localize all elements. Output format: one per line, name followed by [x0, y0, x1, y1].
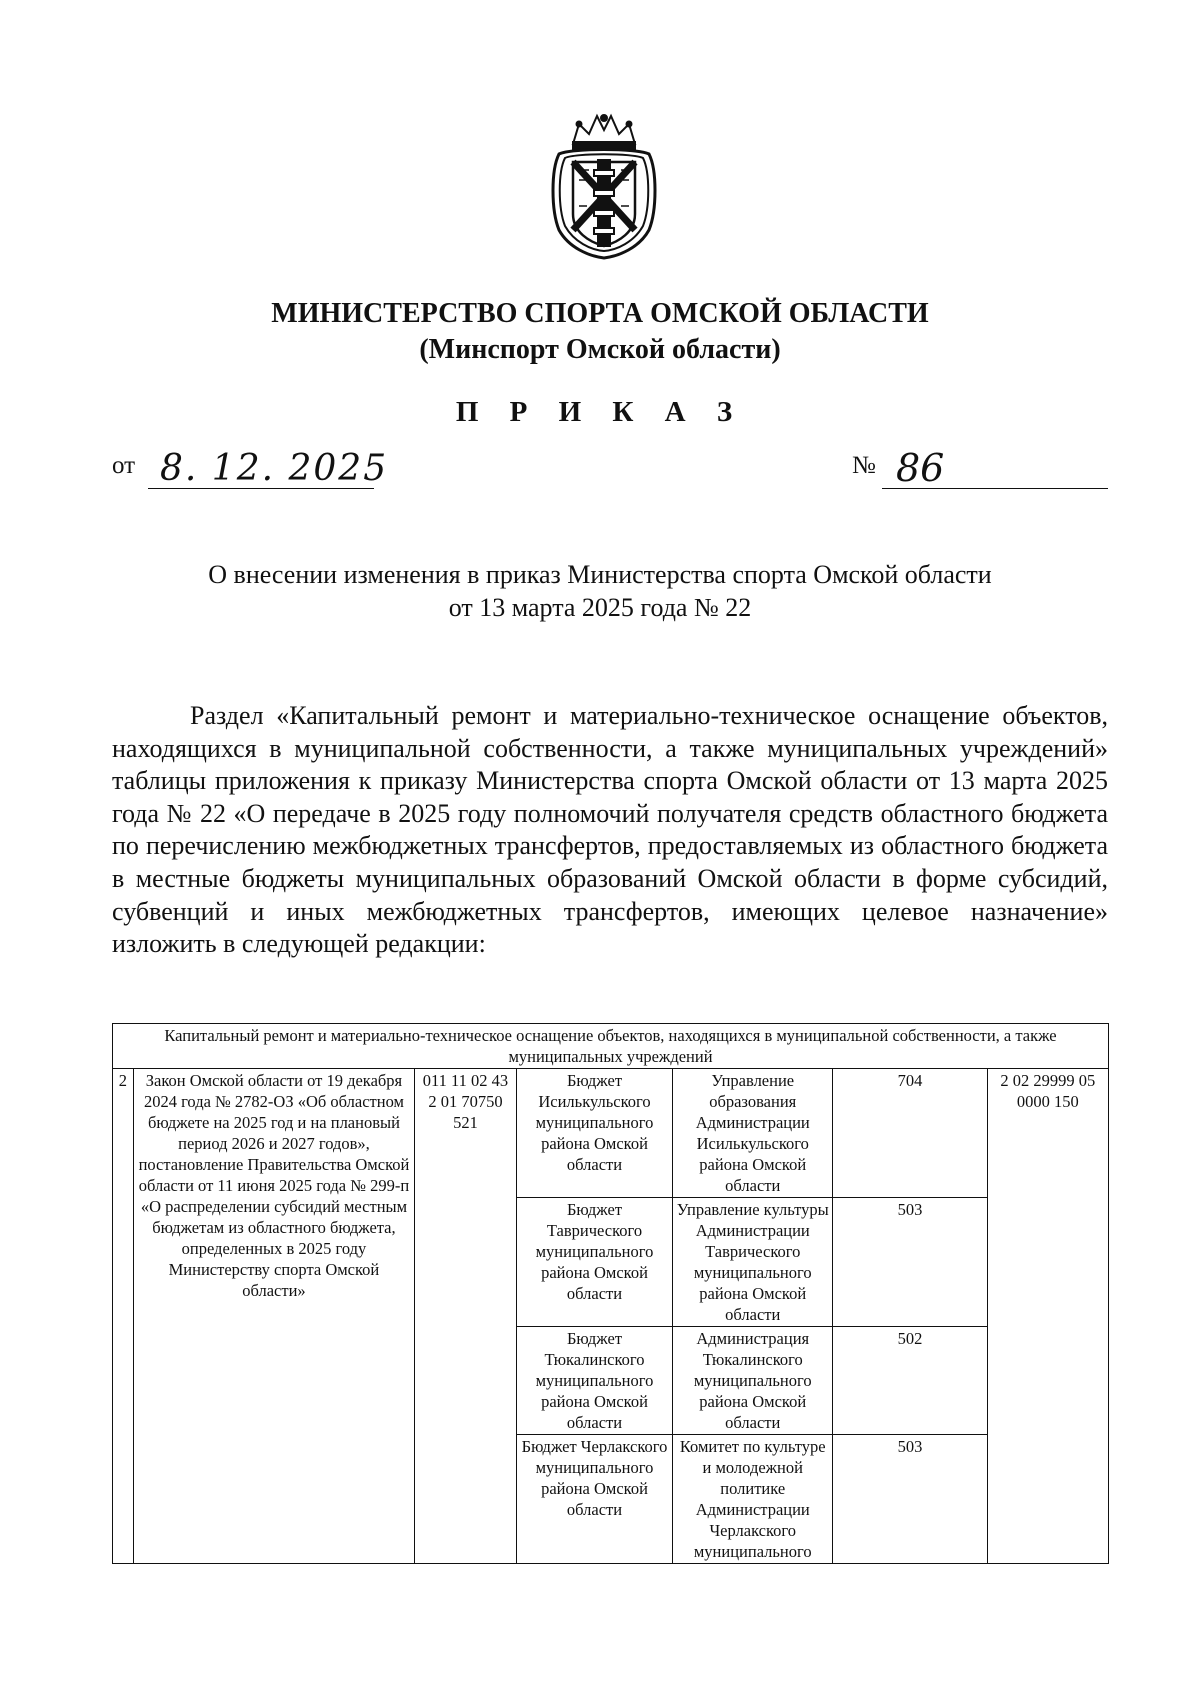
number-prefix: №: [852, 452, 876, 479]
recipient-budget-cell: Бюджет Исилькульского муниципального района Омской области: [516, 1069, 672, 1198]
table-section-header-row: [113, 1024, 1109, 1069]
subject-line-1: О внесении изменения в приказ Министерства спорта Омской области: [208, 560, 992, 589]
handwritten-number: 86: [896, 446, 945, 490]
annex-table: [112, 1023, 1109, 1564]
grbs-code-cell: 503: [833, 1435, 987, 1564]
table-row: [113, 1069, 1109, 1198]
body-paragraph: Раздел «Капитальный ремонт и материально-техническое оснащение объектов, находящихся в муниципальной собственности, а также муниципальных учреждений» таблицы приложения к приказу Министерства спорта Омской области от 13 марта 2025 года № 22 «О передаче в 2025 году полномочий получателя средств областного бюджета по перечислению межбюджетных трансфертов, предоставляемых из областного бюджета в местные бюджеты муниципальных образований Омской области в форме субсидий, субвенций и иных межбюджетных трансфертов, имеющих целевое назначение» изложить в следующей редакции:: [112, 701, 1108, 959]
body-paragraph-block: [112, 700, 1108, 961]
kbk-code-cell: 2 02 29999 05 0000 150: [987, 1069, 1108, 1564]
ministry-name: МИНИСТЕРСТВО СПОРТА ОМСКОЙ ОБЛАСТИ: [271, 298, 929, 329]
coat-of-arms-emblem: [545, 110, 663, 260]
subject-line-2: от 13 марта 2025 года № 22: [448, 593, 752, 622]
administrator-cell: Комитет по культуре и молодежной политике Администрации Черлакского муниципального: [673, 1435, 833, 1564]
grbs-code-cell: 704: [833, 1069, 987, 1198]
budget-code-cell: 011 11 02 43 2 01 70750 521: [415, 1069, 517, 1564]
grbs-code-cell: 502: [833, 1327, 987, 1435]
recipient-budget-cell: Бюджет Таврического муниципального района Омской области: [516, 1198, 672, 1327]
recipient-budget-cell: Бюджет Тюкалинского муниципального района Омской области: [516, 1327, 672, 1435]
handwritten-date: 8. 12. 2025: [160, 448, 389, 489]
administrator-cell: Управление образования Администрации Исилькульского района Омской области: [673, 1069, 833, 1198]
administrator-cell: Управление культуры Администрации Таврического муниципального района Омской области: [673, 1198, 833, 1327]
document-type: П Р И К А З: [455, 396, 745, 428]
date-prefix: от: [112, 452, 136, 479]
grbs-code-cell: 503: [833, 1198, 987, 1327]
recipient-budget-cell: Бюджет Черлакского муниципального района Омской области: [516, 1435, 672, 1564]
ministry-short-name: (Минспорт Омской области): [419, 334, 781, 365]
administrator-cell: Администрация Тюкалинского муниципального района Омской области: [673, 1327, 833, 1435]
legal-basis-cell: Закон Омской области от 19 декабря 2024 года № 2782-ОЗ «Об областном бюджете на 2025 год и на плановый период 2026 и 2027 годов», постановление Правительства Омской области от 11 июня 2025 года № 299-п «О распределении субсидий местным бюджетам из областного бюджета, определенных в 2025 году Министерству спорта Омской области»: [133, 1069, 414, 1564]
table-section-title: Капитальный ремонт и материально-техническое оснащение объектов, находящихся в муниципальной собственности, а также муниципальных учреждений: [113, 1024, 1109, 1069]
row-number: 2: [113, 1069, 134, 1564]
